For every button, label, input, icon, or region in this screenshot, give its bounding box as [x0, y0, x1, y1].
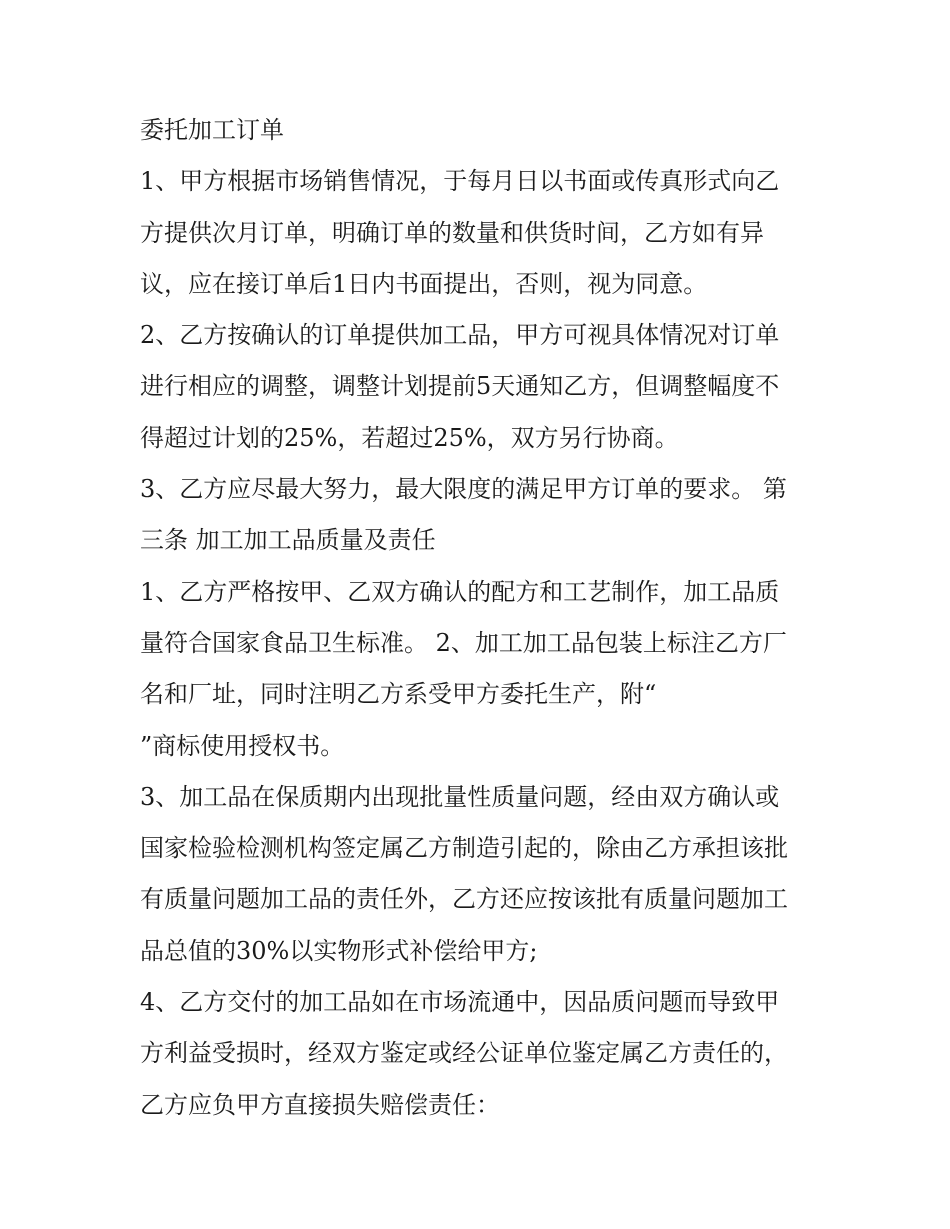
- document-body: [140, 105, 820, 1131]
- text-line: 1、乙方严格按甲、乙双方确认的配方和工艺制作，加工品质: [140, 577, 780, 606]
- text-line: 方利益受损时，经双方鉴定或经公证单位鉴定属乙方责任的，: [140, 1039, 788, 1068]
- text-line: 议，应在接订单后1日内书面提出，否则，视为同意。: [140, 269, 708, 298]
- text-line: 乙方应负甲方直接损失赔偿责任：: [140, 1090, 500, 1119]
- text-line: 量符合国家食品卫生标准。 2、加工加工品包装上标注乙方厂: [140, 628, 787, 657]
- text-line: 得超过计划的25%，若超过25%，双方另行协商。: [140, 423, 679, 452]
- text-line: 名和厂址，同时注明乙方系受甲方委托生产，附“: [140, 680, 657, 709]
- text-line: 国家检验检测机构签定属乙方制造引起的，除由乙方承担该批: [140, 834, 788, 863]
- document-title: 委托加工订单: [140, 116, 284, 144]
- text-line: 2、乙方按确认的订单提供加工品，甲方可视具体情况对订单: [140, 321, 780, 350]
- text-line: 方提供次月订单，明确订单的数量和供货时间，乙方如有异: [140, 218, 764, 247]
- text-line: 品总值的30%以实物形式补偿给甲方;: [140, 936, 538, 965]
- text-line: ”商标使用授权书。: [140, 731, 345, 760]
- text-line: 有质量问题加工品的责任外，乙方还应按该批有质量问题加工: [140, 885, 788, 914]
- text-line: 3、加工品在保质期内出现批量性质量问题，经由双方确认或: [140, 782, 780, 811]
- text-line: 进行相应的调整，调整计划提前5天通知乙方，但调整幅度不: [140, 372, 780, 401]
- text-line: 3、乙方应尽最大努力，最大限度的满足甲方订单的要求。 第: [140, 475, 787, 504]
- text-line: 1、甲方根据市场销售情况，于每月日以书面或传真形式向乙: [140, 167, 780, 196]
- text-line: 三条 加工加工品质量及责任: [140, 526, 436, 555]
- text-line: 4、乙方交付的加工品如在市场流通中，因品质问题而导致甲: [140, 988, 780, 1017]
